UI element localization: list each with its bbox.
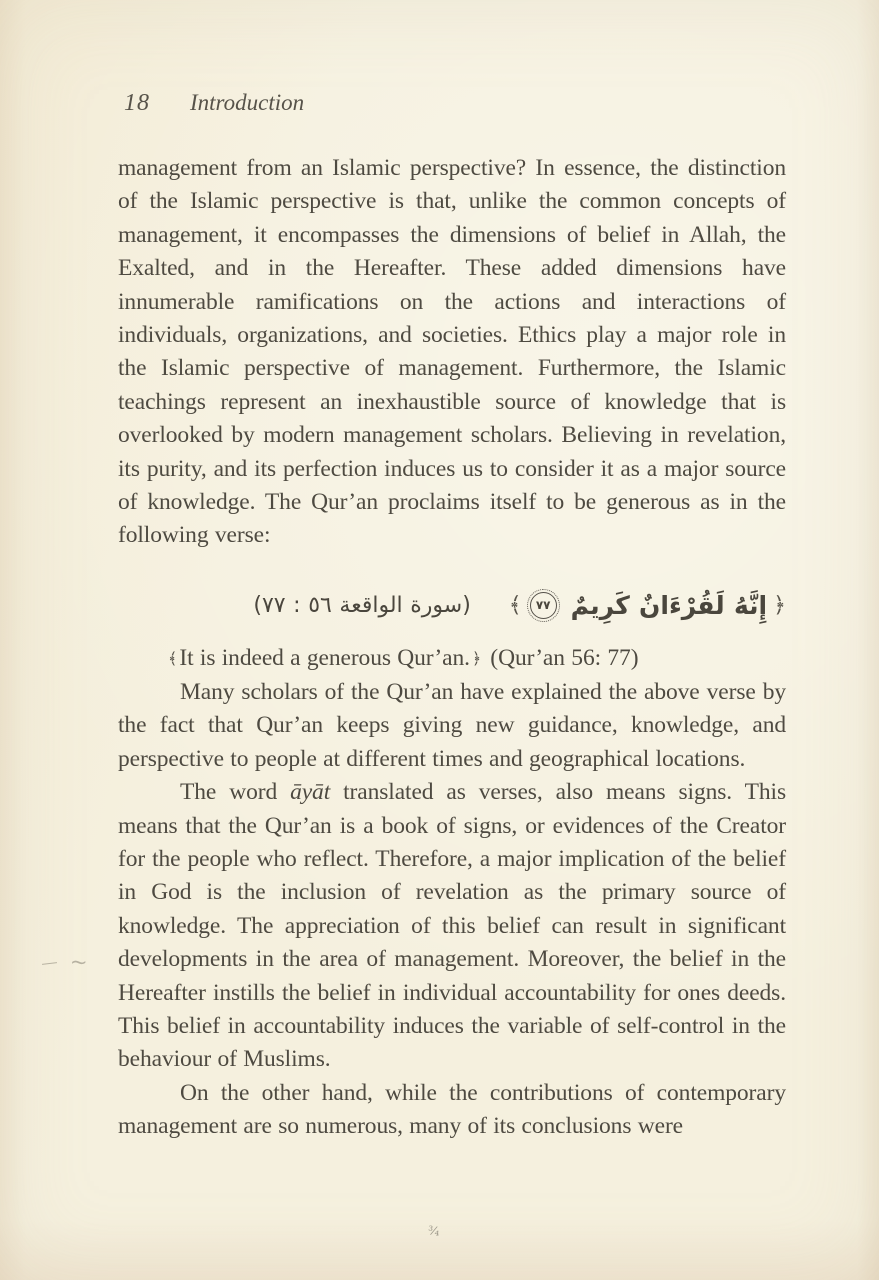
paragraph-3-lead: The word [180, 779, 291, 806]
paragraph-3-term-ayat: āyāt [290, 779, 331, 806]
ayah-number-medallion: ٧٧ [530, 592, 557, 619]
page-body [118, 152, 786, 1144]
page-header [124, 90, 304, 117]
paragraph-1: management from an Islamic perspective? In essence, the distinction of the Islamic perspective is that, unlike the common concepts of management, it encompasses the dimensions of belief in Allah, the Exalted, and in the Hereafter. These added dimensions have innumerable ramifications on the actions and interactions of individuals, organizations, and societies. Ethics play a major role in the Islamic perspective of management. Furthermore, the Islamic teachings represent an inexhaustible source of knowledge that is overlooked by modern management scholars. Believing in revelation, its purity, and its perfection induces us to consider it as a major source of knowledge. The Qur’an proclaims itself to be generous as in the following verse: [118, 155, 786, 549]
translation-citation: (Qur’an 56: 77) [490, 644, 639, 671]
page-number: 18 [124, 90, 150, 116]
verse-open-ornament-icon: ﴿ [773, 592, 786, 618]
translation-close-ornament-icon: ﴿ [471, 648, 482, 668]
verse-arabic-text: إِنَّهُ لَقُرْءَانٌ كَرِيمٌ [570, 591, 768, 621]
paragraph-3 [118, 776, 786, 1077]
pencil-mark-dash [42, 962, 57, 965]
verse-close-ornament-icon: ﴾ [508, 592, 522, 618]
paragraph-4: On the other hand, while the contributions of contemporary management are so numerous, many of its conclusions were [118, 1079, 786, 1140]
running-title: Introduction [190, 90, 305, 115]
translation-text: It is indeed a generous Qur’an. [179, 644, 470, 671]
print-smudge-mark: ¾ [427, 1223, 441, 1239]
paragraph-3-rest: translated as verses, also means signs. This means that the Qur’an is a book of signs, or evidences of the Creator for the people who reflect. Therefore, a major implication of the belief in God is the inclusion of revelation as the primary source of knowledge. The appreciation of this belief can result in significant developments in the area of management. Moreover, the belief in the Hereafter instills the belief in individual accountability for ones deeds. This belief in accountability induces the variable of self-control in the behaviour of Muslims. [118, 779, 786, 1073]
paragraph-2: Many scholars of the Qur’an have explained the above verse by the fact that Qur’an keeps giving new guidance, knowledge, and perspective to people at different times and geographical locations. [118, 678, 786, 772]
pencil-mark-squiggle: ~ [69, 949, 89, 975]
quran-verse-line [118, 577, 786, 635]
verse-translation-line [118, 641, 786, 676]
verse-source-reference: (سورة الواقعة ٥٦ : ٧٧) [253, 593, 471, 619]
translation-open-ornament-icon: ﴾ [168, 648, 178, 668]
